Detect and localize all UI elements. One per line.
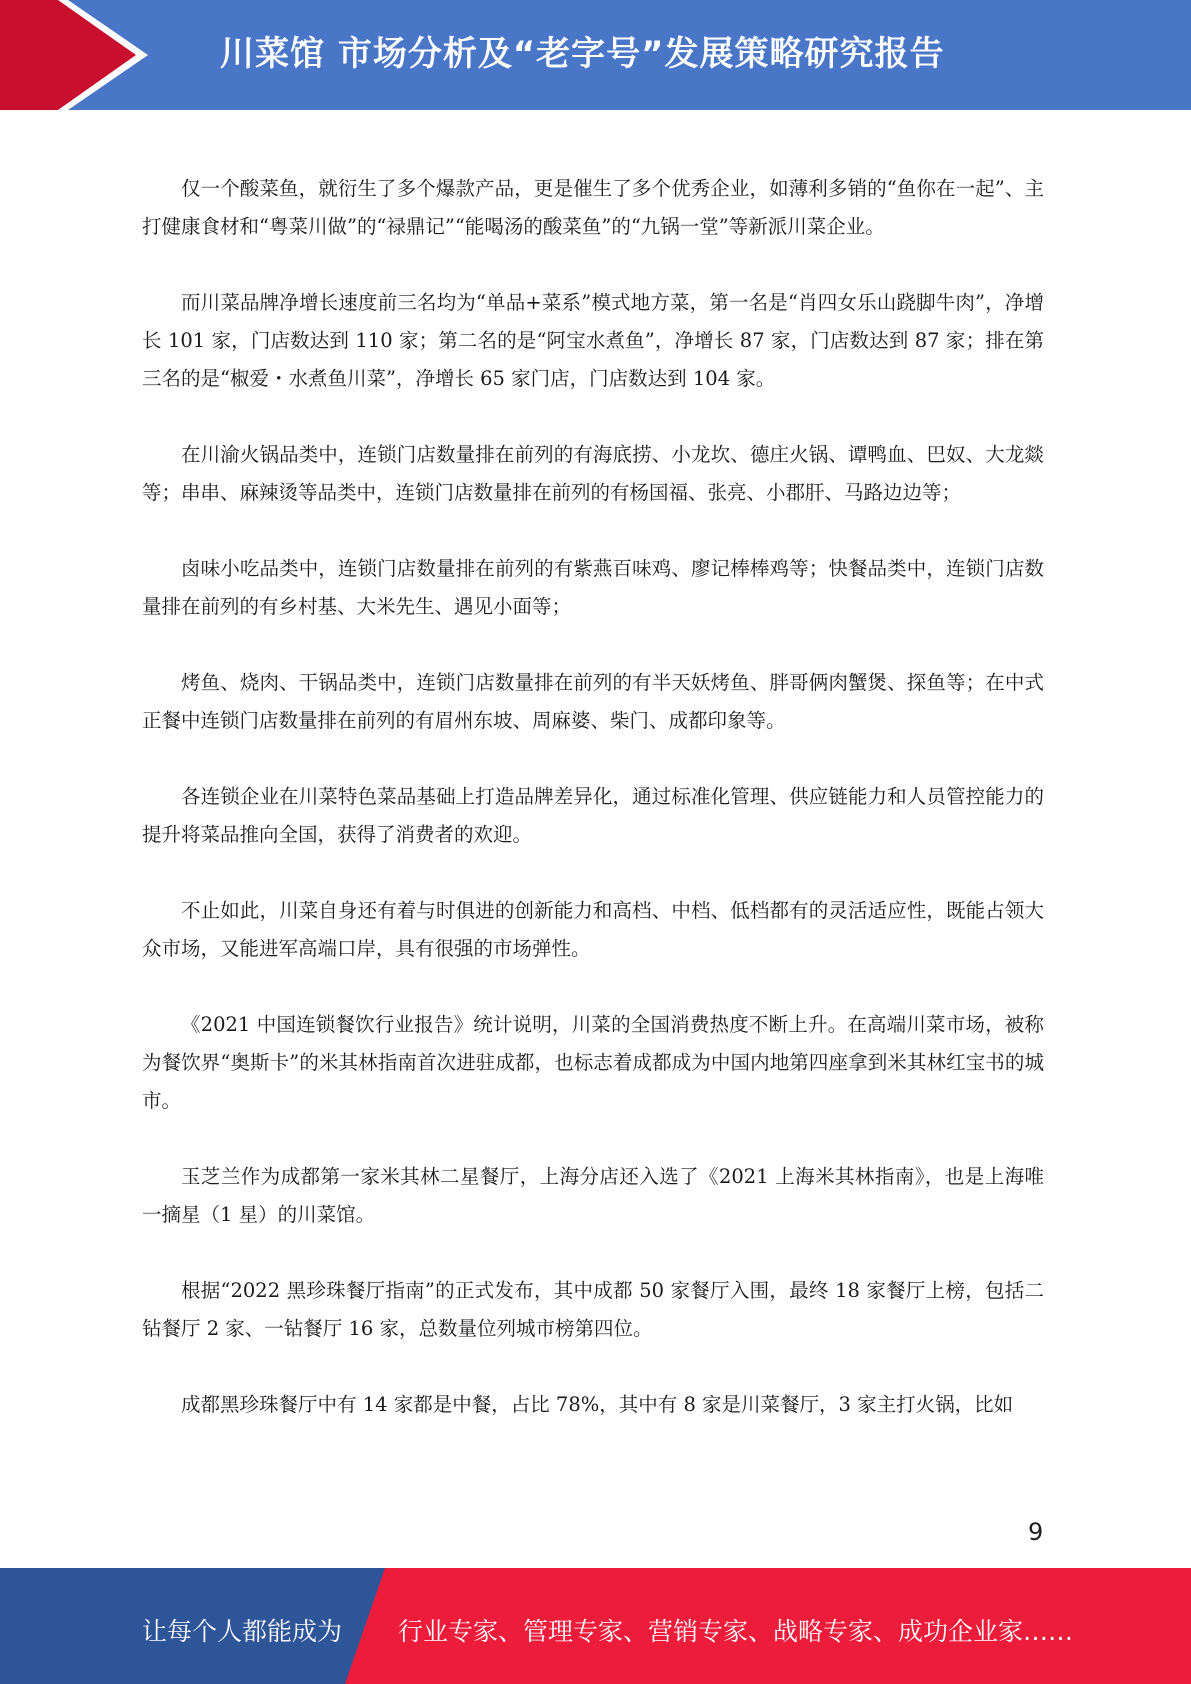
paragraph: 而川菜品牌净增长速度前三名均为“单品+菜系”模式地方菜，第一名是“肖四女乐山跷脚牛肉”，净增长 101 家，门店数达到 110 家；第二名的是“阿宝水煮鱼”，净增长 87 家，门店数达到 87 家；排在第三名的是“椒爱・水煮鱼川菜”，净增长 65 家门店，门店数达到 104 家。 (142, 291, 1044, 390)
paragraph: 不止如此，川菜自身还有着与时俱进的创新能力和高档、中档、低档都有的灵活适应性，既能占领大众市场，又能进军高端口岸，具有很强的市场弹性。 (142, 899, 1044, 960)
footer-slogan-right: 行业专家、管理专家、营销专家、战略专家、成功企业家…… (398, 1617, 1074, 1646)
page-footer (0, 1568, 1191, 1684)
paragraph: 根据“2022 黑珍珠餐厅指南”的正式发布，其中成都 50 家餐厅入围，最终 18 家餐厅上榜，包括二钻餐厅 2 家、一钻餐厅 16 家，总数量位列城市榜第四位。 (142, 1279, 1044, 1340)
paragraph: 玉芝兰作为成都第一家米其林二星餐厅，上海分店还入选了《2021 上海米其林指南》，也是上海唯一摘星（1 星）的川菜馆。 (142, 1165, 1044, 1226)
paragraph: 各连锁企业在川菜特色菜品基础上打造品牌差异化，通过标准化管理、供应链能力和人员管控能力的提升将菜品推向全国，获得了消费者的欢迎。 (142, 785, 1044, 846)
paragraph: 卤味小吃品类中，连锁门店数量排在前列的有紫燕百味鸡、廖记棒棒鸡等；快餐品类中，连锁门店数量排在前列的有乡村基、大米先生、遇见小面等； (142, 557, 1044, 618)
paragraph: 烤鱼、烧肉、干锅品类中，连锁门店数量排在前列的有半天妖烤鱼、胖哥俩肉蟹煲、探鱼等；在中式正餐中连锁门店数量排在前列的有眉州东坡、周麻婆、柴门、成都印象等。 (142, 671, 1044, 732)
document-body (142, 170, 1044, 1462)
paragraph: 仅一个酸菜鱼，就衍生了多个爆款产品，更是催生了多个优秀企业，如薄利多销的“鱼你在一起”、主打健康食材和“粤菜川做”的“禄鼎记”“能喝汤的酸菜鱼”的“九锅一堂”等新派川菜企业。 (142, 177, 1044, 238)
page-number: 9 (1028, 1518, 1044, 1546)
page-header (0, 0, 1191, 110)
report-title: 川菜馆 市场分析及“老字号”发展策略研究报告 (220, 34, 945, 74)
footer-slogan-left: 让每个人都能成为 (142, 1617, 343, 1646)
paragraph: 成都黑珍珠餐厅中有 14 家都是中餐，占比 78%，其中有 8 家是川菜餐厅，3 家主打火锅，比如 (181, 1393, 1014, 1416)
paragraph: 《2021 中国连锁餐饮行业报告》统计说明，川菜的全国消费热度不断上升。在高端川菜市场，被称为餐饮界“奥斯卡”的米其林指南首次进驻成都，也标志着成都成为中国内地第四座拿到米其林红宝书的城市。 (142, 1013, 1044, 1112)
paragraph: 在川渝火锅品类中，连锁门店数量排在前列的有海底捞、小龙坎、德庄火锅、谭鸭血、巴奴、大龙燚等；串串、麻辣烫等品类中，连锁门店数量排在前列的有杨国福、张亮、小郡肝、马路边边等； (142, 443, 1044, 504)
